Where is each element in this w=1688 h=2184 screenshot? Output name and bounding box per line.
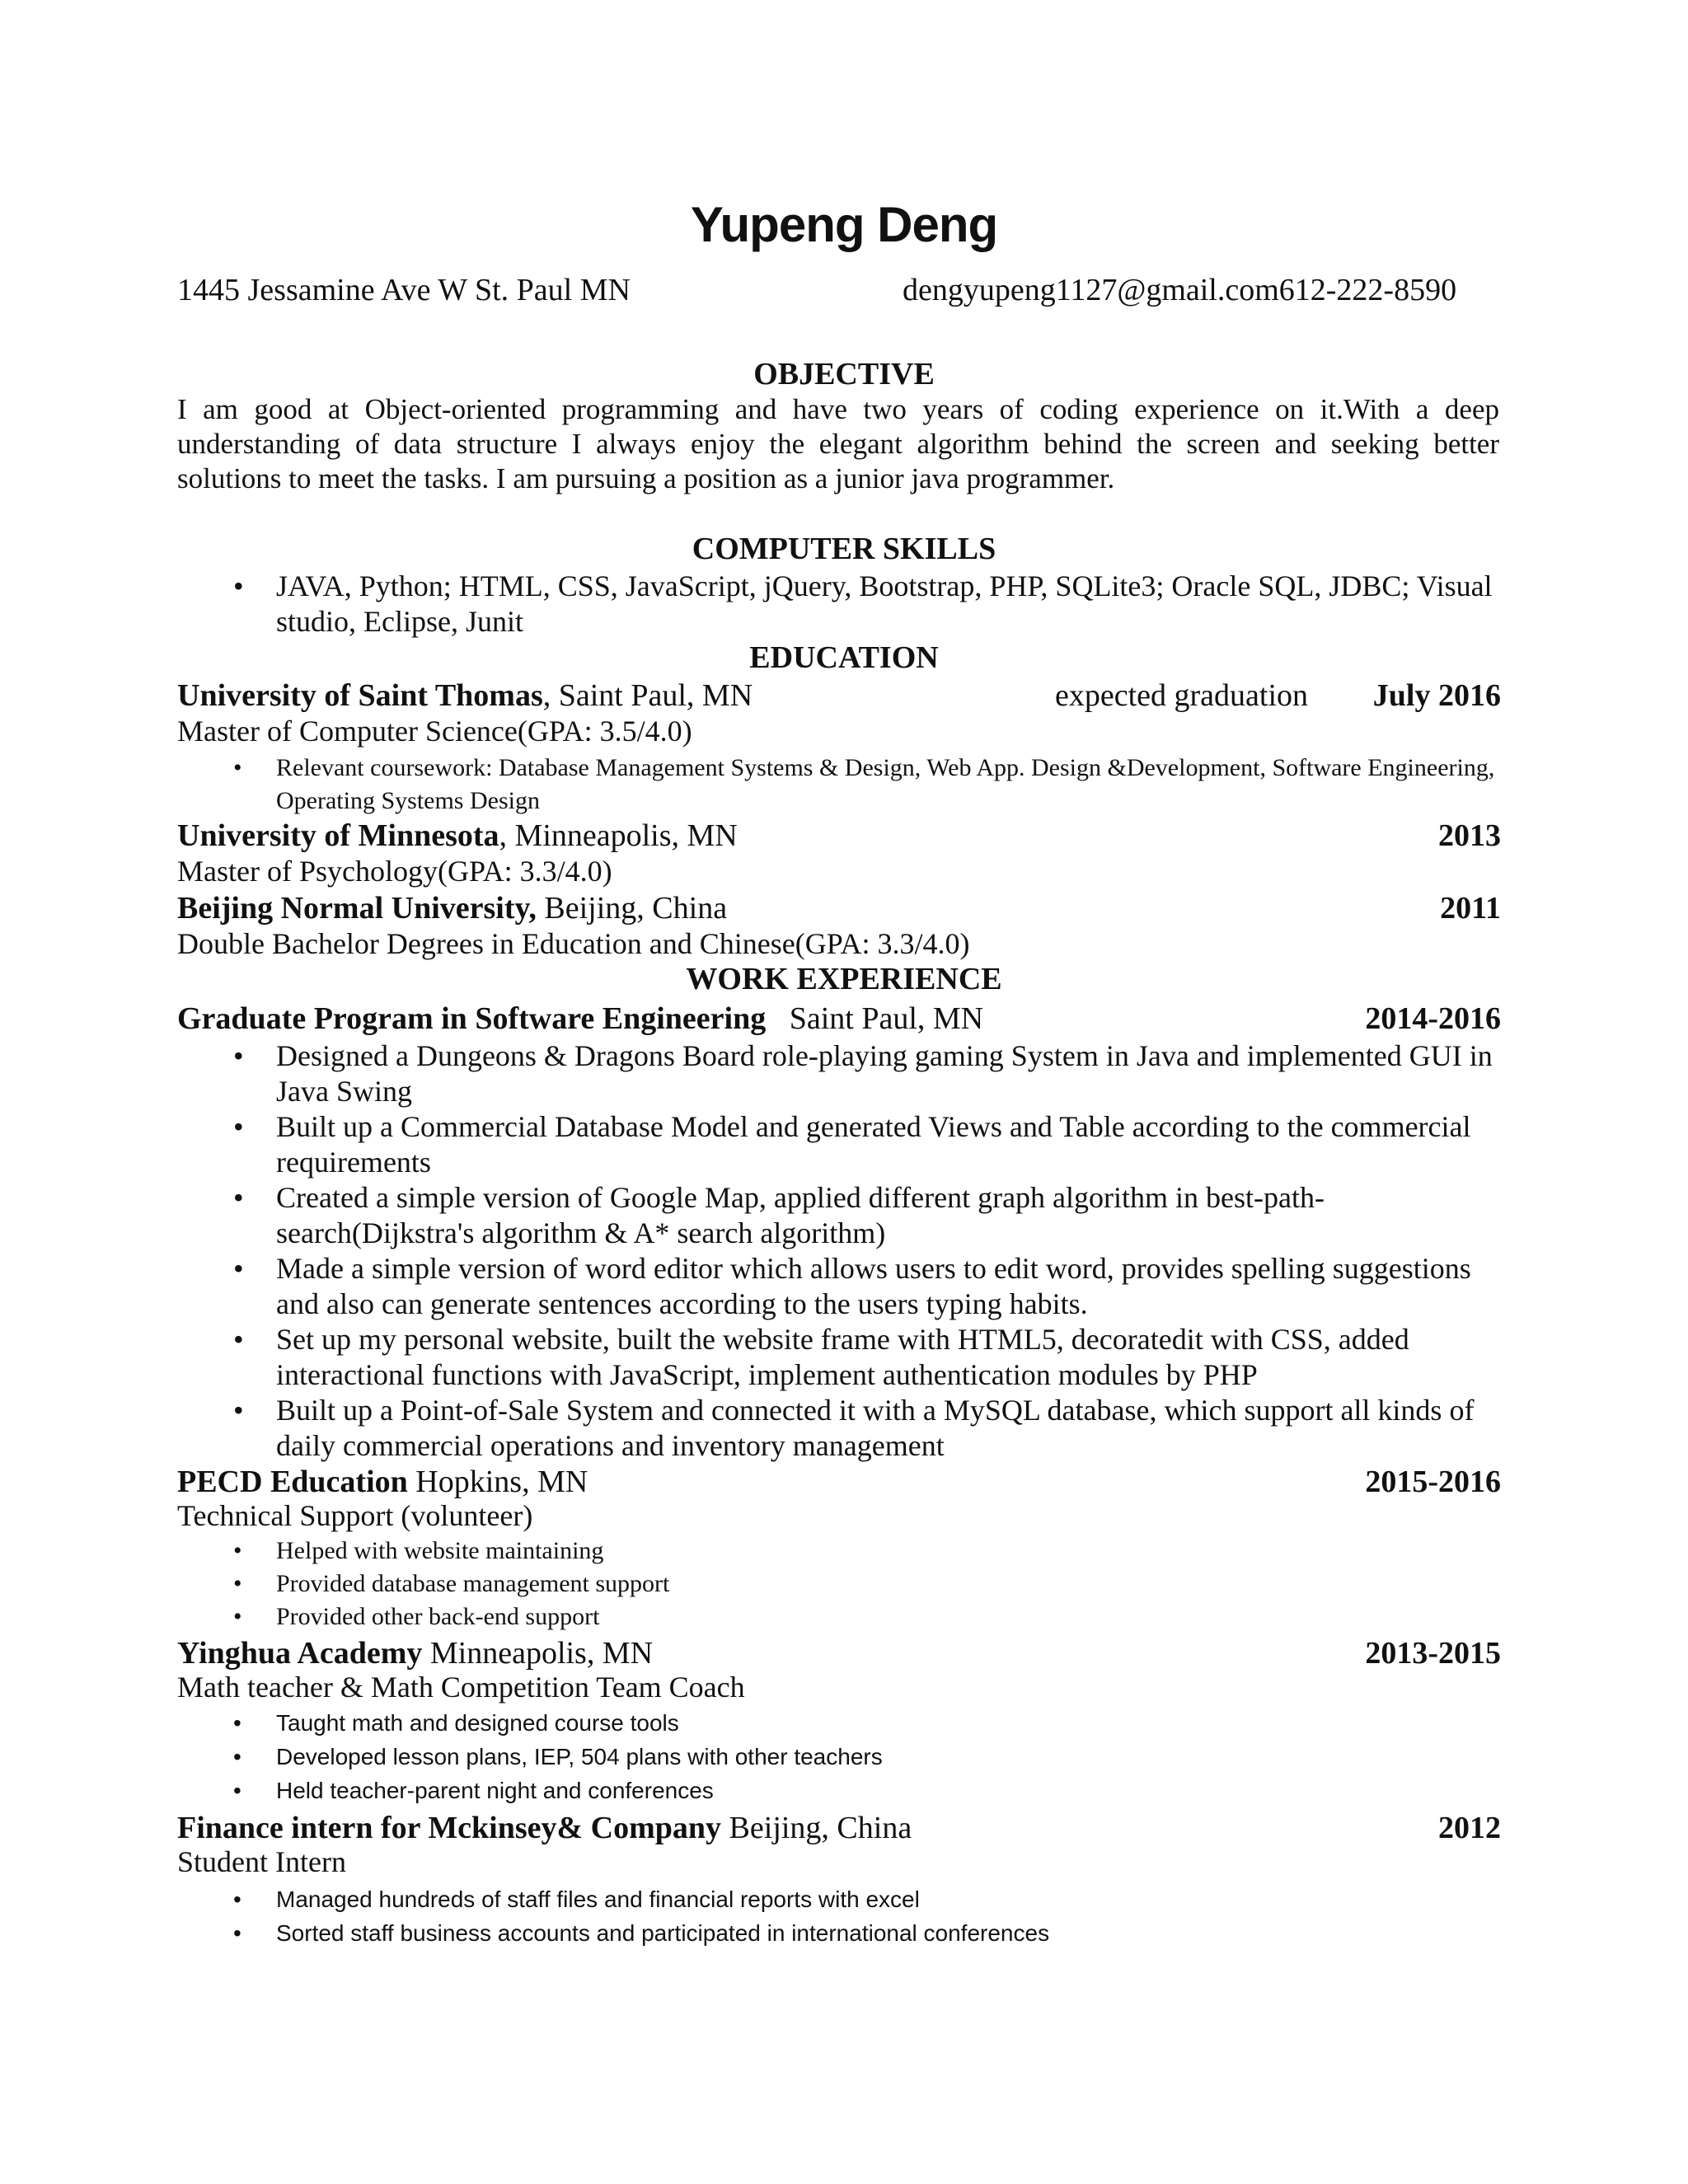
job-name: PECD Education <box>177 1465 408 1499</box>
list-item: • Made a simple version of word editor which allows users to edit word, provides spelling suggestions and also can generate sentences according to the users typing habits. <box>177 1251 1504 1322</box>
job-name: Graduate Program in Software Engineering <box>177 1001 767 1036</box>
list-item: • Designed a Dungeons & Dragons Board role-playing gaming System in Java and implemented GUI in Java Swing <box>177 1038 1504 1109</box>
degree: Master of Psychology(GPA: 3.3/4.0) <box>177 855 612 888</box>
list-item: • Relevant coursework: Database Management Systems & Design, Web App. Design &Development, Software Engineering, Operating Systems Design <box>177 752 1504 818</box>
objective-text: I am good at Object-oriented programming and have two years of coding experience on it.With a deep understanding of data structure I always enjoy the elegant algorithm behind the screen and seeking better solutions to meet the tasks. I am pursuing a position as a junior java programmer. <box>177 393 1499 494</box>
skills-list <box>177 569 1504 640</box>
job-name: Yinghua Academy <box>177 1636 423 1671</box>
list-item: • Provided database management support <box>177 1568 1504 1601</box>
list-item: • JAVA, Python; HTML, CSS, JavaScript, jQuery, Bootstrap, PHP, SQLite3; Oracle SQL, JDBC; Visual studio, Eclipse, Junit <box>177 569 1504 640</box>
job-date: 2014-2016 <box>1365 1001 1501 1036</box>
list-item: • Managed hundreds of staff files and financial reports with excel <box>177 1882 1504 1916</box>
school-date: 2011 <box>1440 891 1501 926</box>
job-date: 2012 <box>1438 1811 1501 1845</box>
school-name: University of Minnesota <box>177 818 499 853</box>
job-heading <box>177 1635 1501 1671</box>
job-bullets <box>177 1535 1504 1633</box>
list-item: • Held teacher-parent night and conferences <box>177 1774 1504 1807</box>
degree: Double Bachelor Degrees in Education and Chinese(GPA: 3.3/4.0) <box>177 927 970 960</box>
school-name: Beijing Normal University, <box>177 891 537 926</box>
job-role: Technical Support (volunteer) <box>177 1499 533 1532</box>
school-date: July 2016 <box>1372 678 1501 713</box>
job-bullets <box>177 1038 1504 1464</box>
list-item: • Taught math and designed course tools <box>177 1706 1504 1740</box>
list-item: • Built up a Commercial Database Model and generated Views and Table according to the commercial requirements <box>177 1109 1504 1180</box>
job-location: Hopkins, MN <box>407 1465 588 1499</box>
job-role: Student Intern <box>177 1845 346 1878</box>
job-location: Saint Paul, MN <box>766 1001 984 1036</box>
degree: Master of Computer Science(GPA: 3.5/4.0) <box>177 715 692 748</box>
job-location: Minneapolis, MN <box>422 1636 654 1671</box>
list-item: • Provided other back-end support <box>177 1601 1504 1633</box>
job-heading <box>177 1810 1501 1846</box>
school-heading <box>177 818 1501 854</box>
school-location: , Minneapolis, MN <box>499 818 738 853</box>
job-heading <box>177 1001 1501 1037</box>
school-location: Beijing, China <box>536 891 728 926</box>
job-name: Finance intern for Mckinsey& Company <box>177 1811 722 1845</box>
candidate-name: Yupeng Deng <box>690 197 998 252</box>
job-date: 2013-2015 <box>1365 1636 1501 1671</box>
job-location: Beijing, China <box>721 1811 912 1845</box>
email-phone: dengyupeng1127@gmail.com612-222-8590 <box>903 273 1457 307</box>
list-item: • Developed lesson plans, IEP, 504 plans with other teachers <box>177 1740 1504 1774</box>
skills-title: COMPUTER SKILLS <box>692 532 996 566</box>
job-bullets <box>177 1882 1504 1950</box>
contact-line <box>177 272 1488 308</box>
address: 1445 Jessamine Ave W St. Paul MN <box>177 273 631 307</box>
school-heading <box>177 677 1501 714</box>
graduation-note: expected graduation <box>1055 678 1309 713</box>
work-title: WORK EXPERIENCE <box>686 962 1002 996</box>
list-item: • Built up a Point-of-Sale System and connected it with a MySQL database, which support all kinds of daily commercial operations and inventory management <box>177 1393 1504 1464</box>
list-item: • Set up my personal website, built the website frame with HTML5, decoratedit with CSS, added interactional functions with JavaScript, implement authentication modules by PHP <box>177 1322 1504 1393</box>
job-heading <box>177 1464 1501 1500</box>
school-heading <box>177 890 1501 926</box>
list-item: • Helped with website maintaining <box>177 1535 1504 1568</box>
school-date: 2013 <box>1438 818 1501 853</box>
education-title: EDUCATION <box>749 640 939 675</box>
coursework-list <box>177 752 1504 818</box>
job-date: 2015-2016 <box>1365 1465 1501 1499</box>
job-bullets <box>177 1706 1504 1807</box>
school-name: University of Saint Thomas <box>177 678 543 713</box>
objective-title: OBJECTIVE <box>753 357 935 391</box>
list-item: • Sorted staff business accounts and participated in international conferences <box>177 1916 1504 1950</box>
list-item: • Created a simple version of Google Map, applied different graph algorithm in best-path-search(Dijkstra's algorithm & A* search algorithm) <box>177 1180 1504 1251</box>
school-location: , Saint Paul, MN <box>542 678 753 713</box>
job-role: Math teacher & Math Competition Team Coach <box>177 1671 745 1704</box>
